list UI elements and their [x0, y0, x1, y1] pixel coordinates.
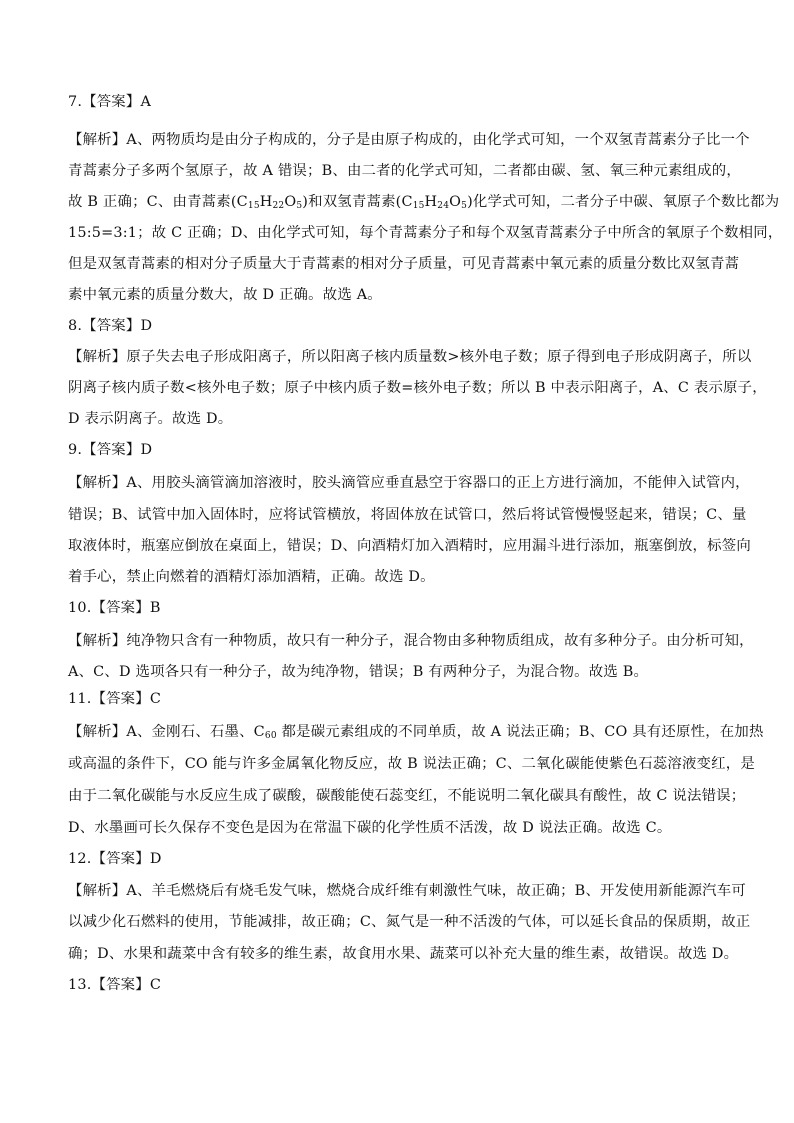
- analysis-7-line-6: 素中氧元素的质量分数大，故 D 正确。故选 A。: [68, 287, 382, 303]
- analysis-11-line-2: 或高温的条件下，CO 能与许多金属氧化物反应，故 B 说法正确；C、二氧化碳能使紫色石蕊溶液变红，是: [68, 756, 755, 772]
- analysis-9-line-3: 取液体时，瓶塞应倒放在桌面上，错误；D、向酒精灯加入酒精时，应用漏斗进行添加，瓶塞倒放，标签向: [68, 538, 751, 554]
- answer-10: 10.【答案】B: [68, 600, 161, 616]
- analysis-8-line-3: D 表示阴离子。故选 D。: [68, 411, 233, 427]
- answer-13: 13.【答案】C: [68, 977, 162, 993]
- answer-8: 8.【答案】D: [68, 318, 153, 334]
- analysis-9-line-1: 【解析】A、用胶头滴管滴加溶液时，胶头滴管应垂直悬空于容器口的正上方进行滴加，不能伸入试管内，: [68, 475, 750, 491]
- analysis-11-line-3: 由于二氧化碳能与水反应生成了碳酸，碳酸能使石蕊变红，不能说明二氧化碳具有酸性，故 C 说法错误；: [68, 788, 746, 804]
- analysis-7-line-5: 但是双氢青蒿素的相对分子质量大于青蒿素的相对分子质量，可见青蒿素中氧元素的质量分数比双氢青蒿: [68, 256, 740, 272]
- analysis-11-line-1: 【解析】A、金刚石、石墨、$C_{60}$ 都是碳元素组成的不同单质，故 A 说法正确；B、CO 具有还原性，在加热: [68, 724, 764, 741]
- answer-11: 11.【答案】C: [68, 691, 162, 707]
- analysis-12-line-1: 【解析】A、羊毛燃烧后有烧毛发气味，燃烧合成纤维有刺激性气味，故正确；B、开发使用新能源汽车可: [68, 883, 746, 899]
- answer-7: 7.【答案】A: [68, 94, 152, 110]
- analysis-11-line-4: D、水墨画可长久保存不变色是因为在常温下碳的化学性质不活泼，故 D 说法正确。故选 C。: [68, 820, 672, 836]
- analysis-8-line-1: 【解析】原子失去电子形成阳离子，所以阳离子核内质量数>核外电子数；原子得到电子形成阴离子，所以: [68, 349, 752, 365]
- analysis-7-line-3: 故 B 正确；C、由青蒿素$(C_{15}H_{22}O_5)$和双氢青蒿素$(C_{15}H_{24}O_5)$化学式可知，二者分子中碳、氧原子个数比都为: [68, 194, 780, 211]
- analysis-9-line-2: 错误；B、试管中加入固体时，应将试管横放，将固体放在试管口，然后将试管慢慢竖起来，错误；C、量: [68, 507, 747, 523]
- analysis-7-line-2: 青蒿素分子多两个氢原子，故 A 错误；B、由二者的化学式可知，二者都由碳、氢、氧三种元素组成的，: [68, 163, 741, 179]
- analysis-7-line-4: 15:5=3:1；故 C 正确；D、由化学式可知，每个青蒿素分子和每个双氢青蒿素分子中所含的氧原子个数相同，: [68, 225, 783, 241]
- analysis-10-line-1: 【解析】纯净物只含有一种物质，故只有一种分子，混合物由多种物质组成，故有多种分子。由分析可知，: [68, 633, 754, 649]
- answer-9: 9.【答案】D: [68, 442, 153, 458]
- analysis-8-line-2: 阴离子核内质子数<核外电子数；原子中核内质子数=核外电子数；所以 B 中表示阳离子，A、C 表示原子，: [68, 380, 767, 396]
- answer-12: 12.【答案】D: [68, 851, 162, 867]
- analysis-7-line-1: 【解析】A、两物质均是由分子构成的，分子是由原子构成的，由化学式可知，一个双氢青蒿素分子比一个: [68, 132, 750, 148]
- analysis-10-line-2: A、C、D 选项各只有一种分子，故为纯净物，错误；B 有两种分子，为混合物。故选 B。: [68, 664, 649, 680]
- analysis-9-line-4: 着手心，禁止向燃着的酒精灯添加酒精，正确。故选 D。: [68, 569, 435, 585]
- analysis-12-line-2: 以减少化石燃料的使用，节能减排，故正确；C、氮气是一种不活泼的气体，可以延长食品的保质期，故正: [68, 914, 751, 930]
- analysis-12-line-3: 确；D、水果和蔬菜中含有较多的维生素，故食用水果、蔬菜可以补充大量的维生素，故错误。故选 D。: [68, 946, 739, 962]
